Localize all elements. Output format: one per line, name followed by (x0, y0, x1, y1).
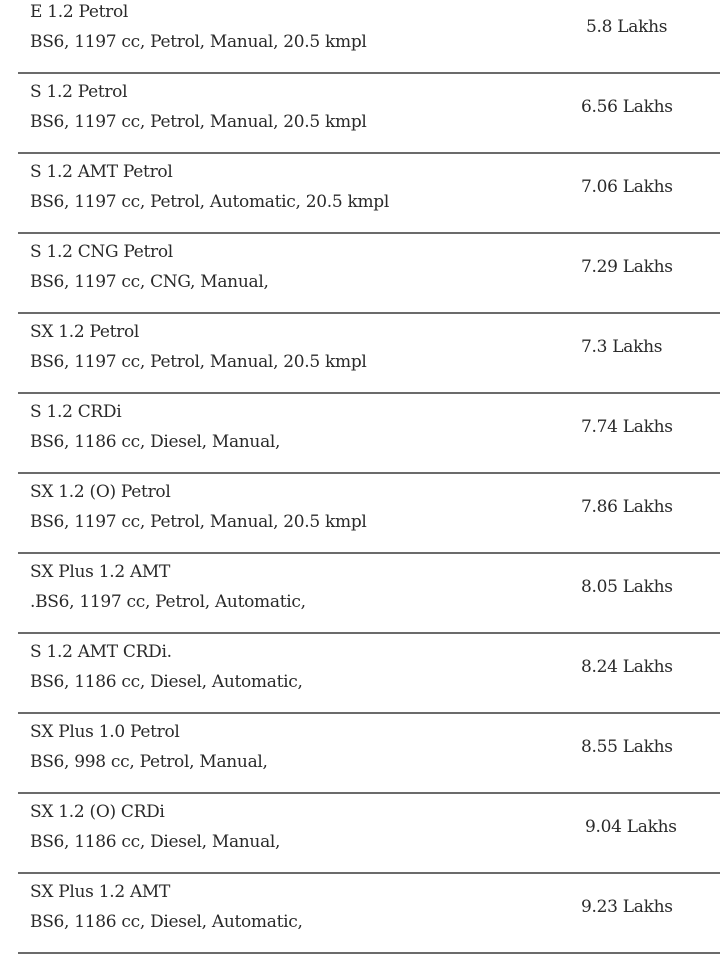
variant-name: E 1.2 Petrol (30, 2, 129, 22)
variant-name: SX 1.2 (O) Petrol (30, 482, 171, 502)
variant-name: SX 1.2 (O) CRDi (30, 802, 165, 822)
variant-name: SX Plus 1.0 Petrol (30, 722, 180, 742)
variant-name: S 1.2 AMT CRDi. (30, 642, 172, 662)
variant-price: 9.23 Lakhs (581, 897, 673, 917)
variant-row[interactable] (18, 394, 720, 474)
variant-price: 8.55 Lakhs (581, 737, 673, 757)
variant-price: 5.8 Lakhs (586, 17, 668, 37)
variant-row[interactable] (18, 794, 720, 874)
variant-price: 7.86 Lakhs (581, 497, 673, 517)
variant-name: S 1.2 AMT Petrol (30, 162, 173, 182)
variant-name: SX Plus 1.2 AMT (30, 882, 171, 902)
variant-row[interactable] (18, 314, 720, 394)
variant-price: 7.06 Lakhs (581, 177, 673, 197)
variant-specs: .BS6, 1197 cc, Petrol, Automatic, (30, 592, 306, 612)
variant-specs: BS6, 1197 cc, CNG, Manual, (30, 272, 269, 292)
variant-name: S 1.2 CRDi (30, 402, 122, 422)
variant-specs: BS6, 1197 cc, Petrol, Automatic, 20.5 kmpl (30, 192, 389, 212)
variant-price: 6.56 Lakhs (581, 97, 673, 117)
variant-specs: BS6, 1186 cc, Diesel, Automatic, (30, 672, 303, 692)
variant-price: 7.29 Lakhs (581, 257, 673, 277)
variant-row[interactable] (18, 74, 720, 154)
variant-row[interactable] (18, 714, 720, 794)
variant-specs: BS6, 1197 cc, Petrol, Manual, 20.5 kmpl (30, 112, 367, 132)
variant-price: 8.05 Lakhs (581, 577, 673, 597)
variant-price: 8.24 Lakhs (581, 657, 673, 677)
variant-row[interactable] (18, 634, 720, 714)
variant-specs: BS6, 1197 cc, Petrol, Manual, 20.5 kmpl (30, 32, 367, 52)
variant-row[interactable] (18, 474, 720, 554)
variant-specs: BS6, 1197 cc, Petrol, Manual, 20.5 kmpl (30, 512, 367, 532)
variant-specs: BS6, 1186 cc, Diesel, Manual, (30, 832, 281, 852)
variant-specs: BS6, 998 cc, Petrol, Manual, (30, 752, 268, 772)
variant-row[interactable] (18, 874, 720, 954)
variant-name: SX 1.2 Petrol (30, 322, 140, 342)
variant-name: S 1.2 CNG Petrol (30, 242, 173, 262)
variant-specs: BS6, 1186 cc, Diesel, Automatic, (30, 912, 303, 932)
variant-row[interactable] (18, 234, 720, 314)
variant-price: 7.3 Lakhs (581, 337, 663, 357)
variant-row[interactable] (18, 0, 720, 74)
variant-specs: BS6, 1186 cc, Diesel, Manual, (30, 432, 281, 452)
variant-name: SX Plus 1.2 AMT (30, 562, 171, 582)
variant-specs: BS6, 1197 cc, Petrol, Manual, 20.5 kmpl (30, 352, 367, 372)
variant-row[interactable] (18, 554, 720, 634)
variant-name: S 1.2 Petrol (30, 82, 128, 102)
variant-price: 7.74 Lakhs (581, 417, 673, 437)
variant-price: 9.04 Lakhs (585, 817, 677, 837)
variant-row[interactable] (18, 154, 720, 234)
